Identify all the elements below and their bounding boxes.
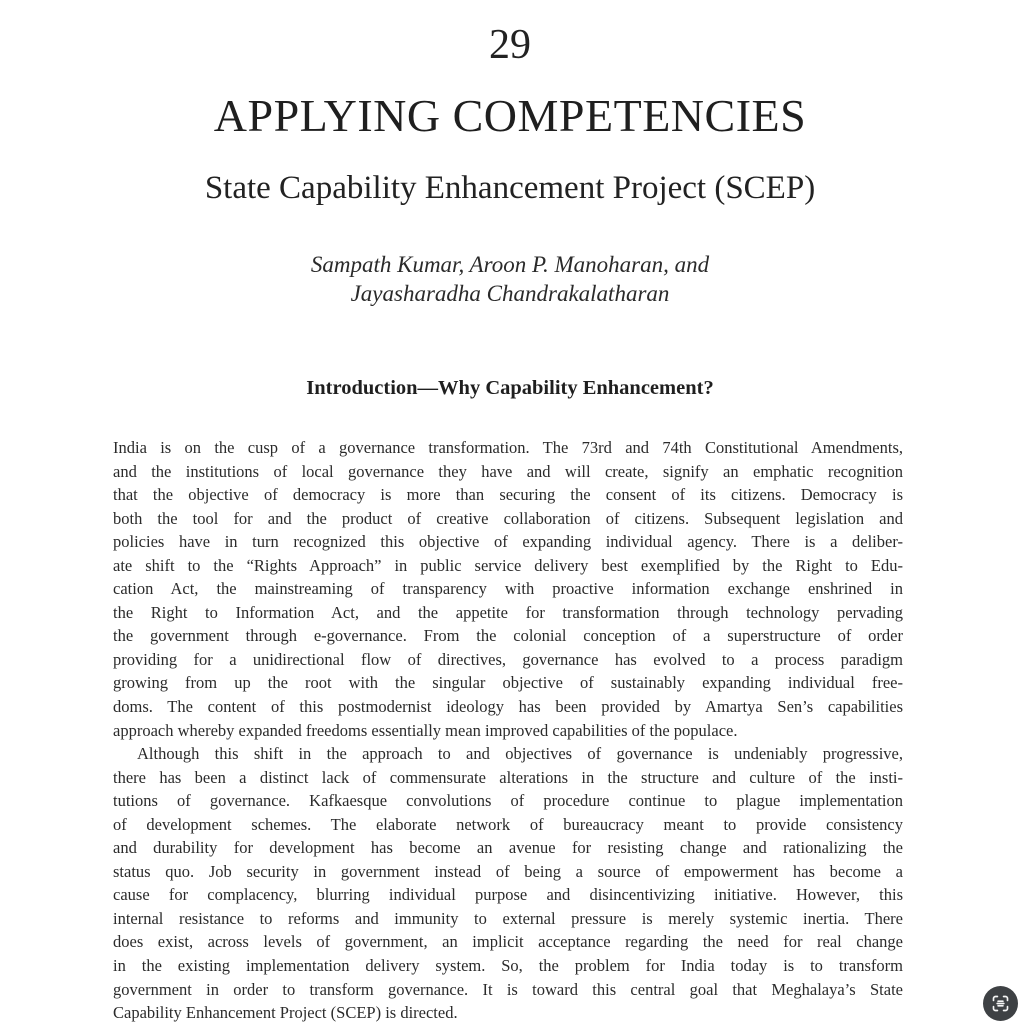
scan-text-icon (990, 993, 1011, 1014)
body-line: cation Act, the mainstreaming of transparency with proactive information exchange enshrined in (113, 579, 903, 599)
body-line: Capability Enhancement Project (SCEP) is directed. (113, 1003, 458, 1023)
authors-line-2: Jayasharadha Chandrakalatharan (350, 281, 670, 306)
section-heading: Introduction—Why Capability Enhancement? (306, 377, 714, 399)
paragraph (113, 742, 903, 1025)
authors-line-1: Sampath Kumar, Aroon P. Manoharan, and (310, 252, 710, 277)
body-line: ate shift to the “Rights Approach” in public service delivery best exemplified by the Right to Edu- (113, 555, 903, 575)
body-line: status quo. Job security in government instead of being a source of empowerment has become a (113, 861, 903, 881)
body-line: providing for a unidirectional flow of directives, governance has evolved to a process paradigm (113, 649, 903, 669)
body-line: growing from up the root with the singular objective of sustainably expanding individual free- (113, 673, 903, 693)
body-line: India is on the cusp of a governance transformation. The 73rd and 74th Constitutional Amendments, (113, 438, 903, 457)
body-line: that the objective of democracy is more than securing the consent of its citizens. Democracy is (113, 485, 903, 505)
body-line: does exist, across levels of government, an implicit acceptance regarding the need for real change (113, 932, 903, 952)
body-line: the Right to Information Act, and the appetite for transformation through technology pervading (113, 602, 903, 622)
body-line: and the institutions of local governance they have and will create, signify an emphatic recognition (113, 461, 903, 481)
body-line: doms. The content of this postmodernist ideology has been provided by Amartya Sen’s capabilities (113, 697, 903, 717)
body-line: internal resistance to reforms and immunity to external pressure is merely systemic inertia. There (113, 908, 903, 928)
body-line: and durability for development has become an avenue for resisting change and rationalizing the (113, 838, 903, 858)
body-line: both the tool for and the product of creative collaboration of citizens. Subsequent legislation and (113, 508, 903, 528)
body-line: government in order to transform governance. It is toward this central goal that Meghalaya’s State (113, 979, 903, 999)
authors-byline (0, 250, 1020, 308)
body-line: there has been a distinct lack of commensurate alterations in the structure and culture of the insti- (113, 767, 903, 787)
body-line: the government through e-governance. From the colonial conception of a superstructure of order (113, 626, 903, 646)
body-line: tutions of governance. Kafkaesque convolutions of procedure continue to plague implementation (113, 791, 903, 811)
body-line: Although this shift in the approach to and objectives of governance is undeniably progressive, (137, 744, 903, 764)
body-text (113, 436, 903, 1025)
chapter-number: 29 (489, 22, 531, 68)
paragraph (113, 436, 903, 742)
scan-text-button[interactable] (983, 986, 1018, 1021)
body-line: cause for complacency, blurring individual purpose and disincentivizing initiative. However, this (113, 885, 903, 905)
body-line: policies have in turn recognized this objective of expanding individual agency. There is a deliber- (113, 532, 903, 552)
body-line: in the existing implementation delivery system. So, the problem for India today is to transform (113, 956, 903, 976)
body-line: approach whereby expanded freedoms essentially mean improved capabilities of the populace. (113, 720, 738, 740)
body-line: of development schemes. The elaborate network of bureaucracy meant to provide consistency (113, 814, 903, 834)
chapter-title: APPLYING COMPETENCIES (213, 90, 807, 141)
chapter-subtitle: State Capability Enhancement Project (SCEP) (204, 170, 816, 206)
